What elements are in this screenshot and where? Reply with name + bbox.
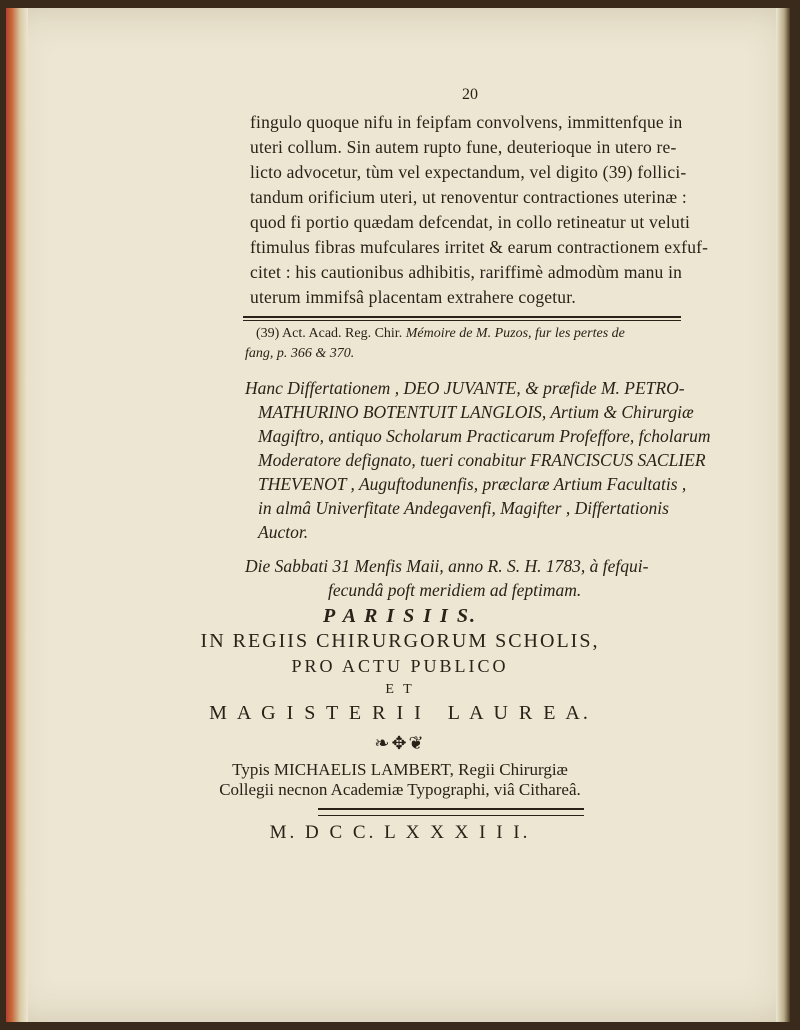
et-line: E T xyxy=(385,682,415,697)
body-line-3: licto advocetur, tùm vel expectandum, vel digito (39) follici- xyxy=(250,162,687,182)
footnote-ref: (39) Act. Acad. Reg. Chir. xyxy=(256,326,403,341)
dissertation-line-2: MATHURINO BOTENTUIT LANGLOIS, Artium & Chirurgiæ xyxy=(258,402,694,422)
date-line-2: fecundâ poft meridiem ad feptimam. xyxy=(328,580,582,600)
body-line-5: quod fi portio quædam defcendat, in collo retineatur ut veluti xyxy=(250,212,691,232)
page-number: 20 xyxy=(462,86,478,103)
dissertation-line-1: Hanc Differtationem , DEO JUVANTE, & præfide M. PETRO- xyxy=(245,378,685,398)
dissertation-line-6: in almâ Univerfitate Andegavenfi, Magifter , Differtationis xyxy=(258,498,669,518)
page-left-edge xyxy=(6,8,28,1022)
fleuron-ornament: ❧✥❦ xyxy=(374,733,426,753)
footnote-rule xyxy=(243,316,681,318)
body-line-4: tandum orificium uteri, ut renoventur contractiones uterinæ : xyxy=(250,187,687,207)
school-line: IN REGIIS CHIRURGORUM SCHOLIS, xyxy=(200,630,600,652)
body-line-8: uterum immifsâ placentam extrahere cogetur. xyxy=(250,287,576,307)
body-line-2: uteri collum. Sin autem rupto fune, deuterioque in utero re- xyxy=(250,137,677,157)
imprint-line-2: Collegii necnon Academiæ Typographi, viâ Cithareâ. xyxy=(219,780,581,799)
body-line-1: fingulo quoque nifu in feipfam convolvens, immittenfque in xyxy=(250,112,683,132)
imprint-line-1: Typis MICHAELIS LAMBERT, Regii Chirurgiæ xyxy=(232,760,568,779)
date-line-1: Die Sabbati 31 Menfis Maii, anno R. S. H. 1783, à fefqui- xyxy=(245,556,649,576)
body-line-7: citet : his cautionibus adhibitis, rariffimè admodùm manu in xyxy=(250,262,683,282)
pro-actu-line: PRO ACTU PUBLICO xyxy=(291,656,509,676)
laurea-line: M A G I S T E R I I L A U R E A. xyxy=(209,702,591,724)
footnote-line-2: fang, p. 366 & 370. xyxy=(245,346,355,361)
place-heading: P A R I S I I S. xyxy=(323,605,477,627)
dissertation-line-7: Auctor. xyxy=(258,522,309,542)
page-right-edge xyxy=(776,8,790,1022)
year-line: M. D C C. L X X X I I I. xyxy=(269,822,531,843)
footnote-line-1 xyxy=(256,326,625,342)
imprint-rule xyxy=(318,808,584,816)
footnote-title: Mémoire de M. Puzos, fur les pertes de xyxy=(405,326,625,341)
dissertation-line-5: THEVENOT , Auguftodunenfis, præclaræ Artium Facultatis , xyxy=(258,474,687,494)
dissertation-line-3: Magiftro, antiquo Scholarum Practicarum Profeffore, fcholarum xyxy=(258,426,711,446)
body-line-6: ftimulus fibras mufculares irritet & earum contractionem exfuf- xyxy=(250,237,709,257)
dissertation-line-4: Moderatore defignato, tueri conabitur FRANCISCUS SACLIER xyxy=(258,450,706,470)
